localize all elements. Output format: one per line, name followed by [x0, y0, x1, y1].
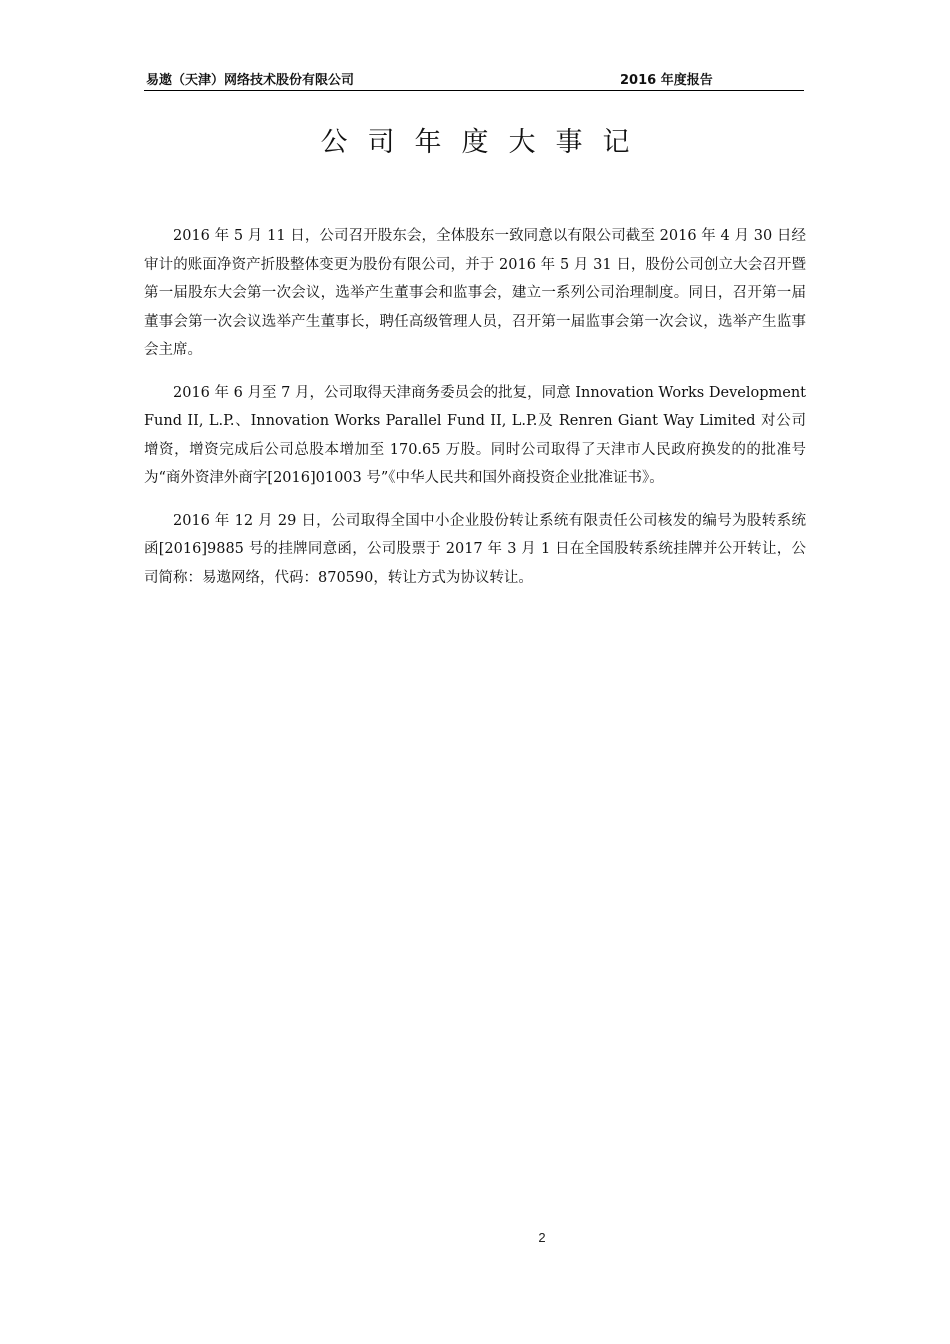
paragraph-capital-increase: 2016 年 6 月至 7 月，公司取得天津商务委员会的批复，同意 Innovation Works Development Fund II, L.P.、Innovation Works Parallel Fund II, L.P.及 Renren Giant Way Limited 对公司增资，增资完成后公司总股本增加至 170.65 万股。同时公司取得了天津市人民政府换发的的批准号为“商外资津外商字[2016]01003 号”《中华人民共和国外商投资企业批准证书》。 [144, 384, 806, 486]
page-header [144, 66, 804, 91]
header-company-name: 易遨（天津）网络技术股份有限公司 [146, 73, 355, 88]
header-report-title: 2016 年度报告 [620, 73, 713, 88]
document-body [144, 222, 806, 606]
paragraph-listing: 2016 年 12 月 29 日，公司取得全国中小企业股份转让系统有限责任公司核发的编号为股转系统函[2016]9885 号的挂牌同意函，公司股票于 2017 年 3 月 1 日在全国股转系统挂牌并公开转让，公司简称：易遨网络，代码：870590，转让方式为协议转让。 [144, 512, 806, 586]
page-number: 2 [538, 1230, 546, 1245]
page-title: 公司年度大事记 [320, 127, 650, 158]
paragraph-shareholder-meeting: 2016 年 5 月 11 日，公司召开股东会，全体股东一致同意以有限公司截至 2016 年 4 月 30 日经审计的账面净资产折股整体变更为股份有限公司，并于 2016 年 5 月 31 日，股份公司创立大会召开暨第一届股东大会第一次会议，选举产生董事会和监事会，建立一系列公司治理制度。同日，召开第一届董事会第一次会议选举产生董事长，聘任高级管理人员，召开第一届监事会第一次会议，选举产生监事会主席。 [144, 228, 806, 358]
